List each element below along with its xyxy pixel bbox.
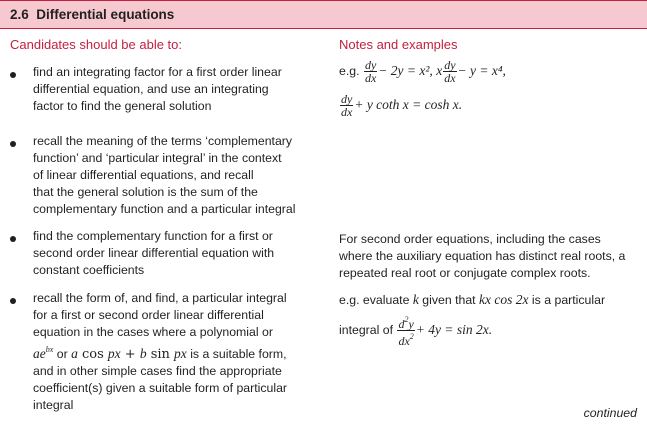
bullet-icon xyxy=(10,298,16,304)
item-line: complementary function and a particular integral xyxy=(33,202,296,216)
expr-exponential: $ae^{bx}$ xyxy=(33,345,54,361)
bullet-icon xyxy=(10,236,16,242)
note-expr-1: − 2y = x², xyxy=(378,63,433,78)
item-line: second order linear differential equation with xyxy=(33,246,275,260)
section-header xyxy=(0,0,647,29)
d2y-dx2-fraction: $\frac{d^2y}{dx^2}$ xyxy=(398,315,414,348)
bullet-icon xyxy=(10,141,16,147)
note-expr-3: + y coth x = cosh x. xyxy=(354,97,463,112)
item-line: find an integrating factor for a first order linear xyxy=(33,65,282,79)
dy-dx-fraction: $\frac{dy}{dx}$ xyxy=(341,92,353,120)
note-example-3-line2 xyxy=(339,314,639,347)
item-line: that the general solution is the sum of the xyxy=(33,185,258,199)
expr-or: or xyxy=(56,347,68,361)
expr-trig-px: px xyxy=(107,346,121,361)
left-column-heading: Candidates should be able to: xyxy=(10,37,183,52)
note-x: x xyxy=(436,63,443,78)
item-line: equation in the cases where a polynomial or xyxy=(33,325,273,339)
note-expr: + 4y = sin 2x. xyxy=(415,321,493,337)
item-line: recall the form of, and find, a particular integral xyxy=(33,291,287,305)
right-column-heading: Notes and examples xyxy=(339,37,458,52)
note-example-1 xyxy=(339,58,639,84)
note-text: integral of xyxy=(339,322,394,337)
note-k: k xyxy=(412,292,419,307)
note-line: repeated real root or conjugate complex roots. xyxy=(339,266,591,280)
item-line: and in other simple cases find the appropriate xyxy=(33,364,282,378)
item-line: for a first or second order linear differential xyxy=(33,308,264,322)
list-item xyxy=(33,228,318,279)
item-line: coefficient(s) given a suitable form of particular xyxy=(33,381,288,395)
item-line: of linear differential equations, and recall xyxy=(33,168,254,182)
note-line: For second order equations, including the cases xyxy=(339,232,601,246)
expr-px2: px xyxy=(174,346,187,361)
expr-trig-cos: cos xyxy=(77,347,108,362)
note-text: given that xyxy=(422,293,476,307)
note-expr: kx cos 2x xyxy=(479,292,529,307)
expr-trig-sin: sin xyxy=(146,347,175,362)
section-title: 2.6 Differential equations xyxy=(10,7,175,22)
item-line: constant coefficients xyxy=(33,263,145,277)
note-text: e.g. evaluate xyxy=(339,293,410,307)
item-line: find the complementary function for a first or xyxy=(33,229,273,243)
note-expr-2: − y = x⁴, xyxy=(457,63,506,78)
expr-plus: + xyxy=(120,347,140,362)
note-line: where the auxiliary equation has distinct real roots, a xyxy=(339,249,626,263)
note-prefix: e.g. xyxy=(339,64,360,78)
item-line: recall the meaning of the terms ‘complementary xyxy=(33,134,293,148)
expr-tail: is a suitable form, xyxy=(190,347,287,361)
item-line-expression xyxy=(33,341,318,363)
note-example-2 xyxy=(339,92,639,118)
list-item xyxy=(33,290,318,414)
bullet-icon xyxy=(10,72,16,78)
item-line: factor to find the general solution xyxy=(33,99,212,113)
note-second-order xyxy=(339,231,639,282)
list-item xyxy=(33,133,318,218)
expr-trig: a xyxy=(71,346,78,361)
item-line: function’ and ‘particular integral’ in the context xyxy=(33,151,282,165)
item-line: integral xyxy=(33,398,74,412)
note-text: is a particular xyxy=(531,293,606,307)
dy-dx-fraction: $\frac{dy}{dx}$ xyxy=(444,58,456,86)
list-item xyxy=(33,64,318,115)
note-example-3 xyxy=(339,291,639,309)
expr-b: b xyxy=(139,346,147,361)
continued-label: continued xyxy=(583,406,637,420)
dy-dx-fraction: $\frac{dy}{dx}$ xyxy=(364,58,377,86)
item-line: differential equation, and use an integrating xyxy=(33,82,269,96)
